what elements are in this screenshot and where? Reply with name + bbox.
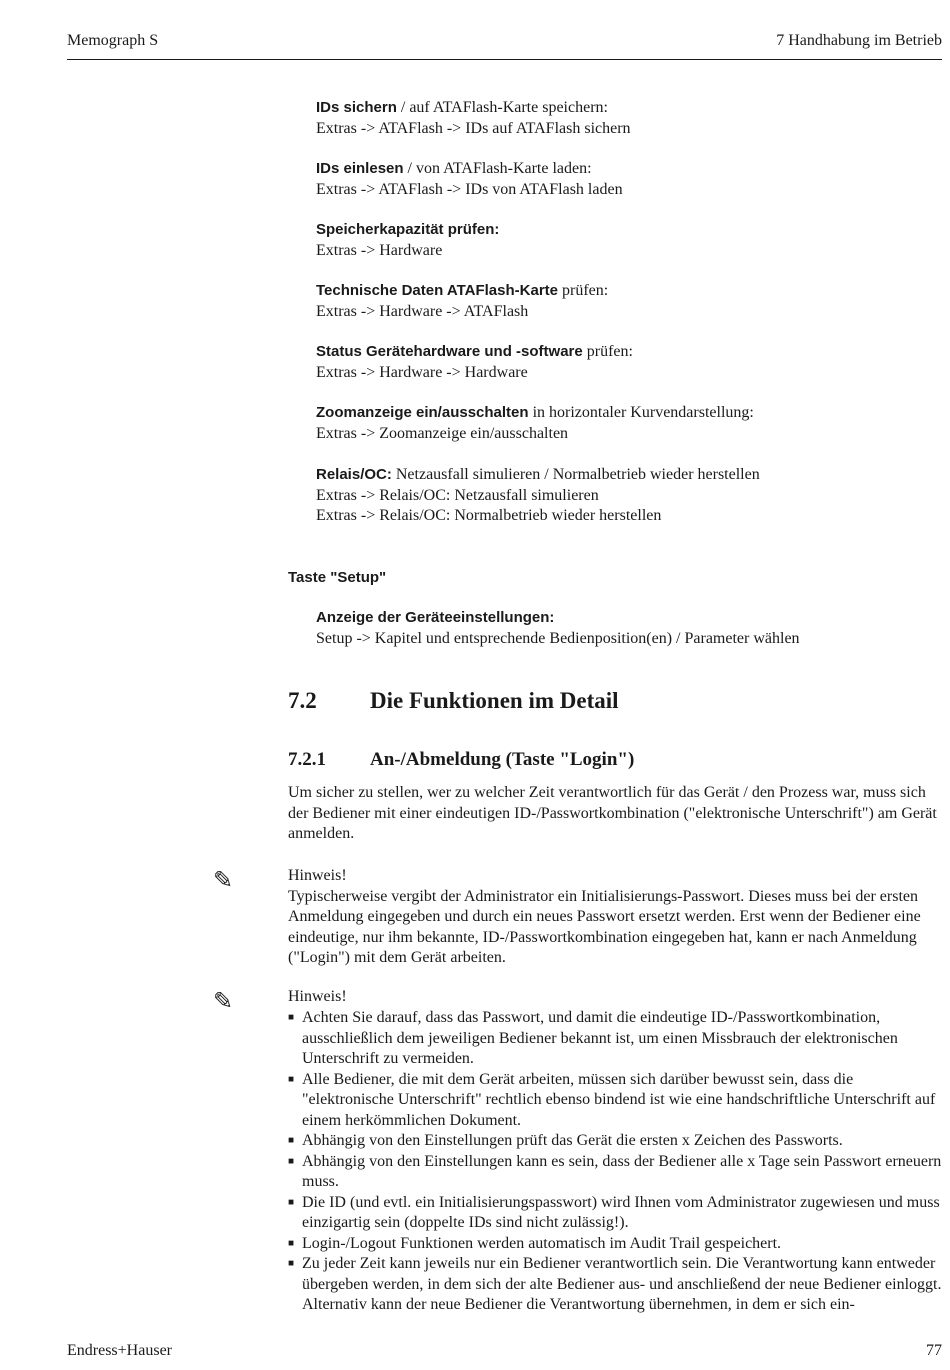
entry-rest: Netzausfall simulieren / Normalbetrieb wieder herstellen — [391, 466, 760, 483]
entry-bold: Anzeige der Geräteeinstellungen: — [316, 609, 555, 626]
list-item: ■ Alle Bediener, die mit dem Gerät arbeiten, müssen sich darüber bewusst sein, dass die "elektronische Unterschrift" rechtlich ebenso bindend ist wie eine handschriftliche Unterschrift auf einem herkömmlichen Dokument. — [288, 1070, 942, 1132]
entry-bold: Zoomanzeige ein/ausschalten — [316, 404, 529, 421]
setup-heading: Taste "Setup" — [288, 569, 387, 586]
entry-rest: / auf ATAFlash-Karte speichern: — [396, 99, 608, 116]
entry-bold: Speicherkapazität prüfen: — [316, 221, 500, 238]
entry-ids-sichern — [316, 98, 631, 139]
header-chapter: 7 Handhabung im Betrieb — [776, 32, 942, 49]
header-title: Memograph S — [67, 32, 159, 49]
entry-rest: / von ATAFlash-Karte laden: — [403, 160, 592, 177]
entry-zoomanzeige — [316, 403, 754, 444]
entry-rest: in horizontaler Kurvendarstellung: — [528, 404, 754, 421]
entry-path: Extras -> Relais/OC: Netzausfall simulieren — [316, 486, 599, 504]
footer-brand: Endress+Hauser — [67, 1342, 172, 1359]
entry-bold: Status Gerätehardware und -software — [316, 343, 583, 360]
entry-bold: Technische Daten ATAFlash-Karte — [316, 282, 558, 299]
entry-bold: IDs einlesen — [316, 160, 404, 177]
subsection-heading — [288, 749, 634, 771]
entry-bold: IDs sichern — [316, 99, 397, 116]
entry-path: Extras -> Hardware — [316, 241, 443, 259]
list-item: ■ Login-/Logout Funktionen werden automatisch im Audit Trail gespeichert. — [288, 1234, 942, 1255]
entry-status-hardware — [316, 342, 633, 383]
entry-rest: prüfen: — [582, 343, 633, 360]
entry-bold: Relais/OC: — [316, 466, 392, 483]
pencil-icon: ✎ — [213, 868, 234, 894]
entry-setup — [316, 608, 800, 649]
entry-path: Extras -> ATAFlash -> IDs von ATAFlash laden — [316, 180, 623, 198]
note-1 — [288, 866, 942, 969]
note-label: Hinweis! — [288, 867, 347, 884]
entry-path: Extras -> Hardware -> Hardware — [316, 363, 528, 381]
subsection-title: An-/Abmeldung (Taste "Login") — [370, 749, 635, 770]
entry-path: Setup -> Kapitel und entsprechende Bedienposition(en) / Parameter wählen — [316, 629, 800, 647]
pencil-icon: ✎ — [213, 989, 234, 1015]
entry-path: Extras -> Zoomanzeige ein/ausschalten — [316, 424, 569, 442]
note-2-label: Hinweis! — [288, 988, 347, 1005]
list-item: ■ Die ID (und evtl. ein Initialisierungspasswort) wird Ihnen vom Administrator zugewiesen und muss einzigartig sein (doppelte IDs sind nicht zulässig!). — [288, 1193, 942, 1234]
section-heading — [288, 688, 619, 714]
list-item: ■ Achten Sie darauf, dass das Passwort, und damit die eindeutige ID-/Passwortkombination, ausschließlich dem jeweiligen Bediener bekannt ist, um einen Missbrauch der elektronischen Unterschrift zu vermeiden. — [288, 1008, 942, 1070]
note-2-list — [288, 1008, 942, 1316]
entry-rest: prüfen: — [558, 282, 609, 299]
entry-path: Extras -> ATAFlash -> IDs auf ATAFlash sichern — [316, 119, 631, 137]
entry-ids-einlesen — [316, 159, 623, 200]
intro-paragraph: Um sicher zu stellen, wer zu welcher Zeit verantwortlich für das Gerät / den Prozess war, muss sich der Bediener mit einer eindeutigen ID-/Passwortkombination ("elektronische Unterschrift") am Gerät anmelden. — [288, 784, 937, 842]
page-number: 77 — [926, 1342, 942, 1359]
list-item: ■ Zu jeder Zeit kann jeweils nur ein Bediener verantwortlich sein. Die Verantwortung kann entweder übergeben werden, in dem sich der alte Bediener aus- und anschließend der neue Bediener einloggt. Alternativ kann der neue Bediener die Verantwortung übernehmen, in dem er sich ein- — [288, 1254, 942, 1316]
section-title: Die Funktionen im Detail — [370, 688, 619, 713]
subsection-number: 7.2.1 — [288, 749, 326, 770]
list-item: ■ Abhängig von den Einstellungen kann es sein, dass der Bediener alle x Tage sein Passwort erneuern muss. — [288, 1152, 942, 1193]
entry-technische-daten — [316, 281, 608, 322]
entry-relais — [316, 465, 760, 527]
entry-path-2: Extras -> Relais/OC: Normalbetrieb wieder herstellen — [316, 507, 662, 524]
entry-speicherkapazitaet — [316, 220, 499, 261]
list-item: ■ Abhängig von den Einstellungen prüft das Gerät die ersten x Zeichen des Passworts. — [288, 1131, 942, 1152]
note-text: Typischerweise vergibt der Administrator ein Initialisierungs-Passwort. Dieses muss bei der ersten Anmeldung eingegeben und durch ein neues Passwort ersetzt werden. Erst wenn der Bediener eine eindeutige, nur ihm bekannte, ID-/Passwortkombination eingegeben hat, kann er nach Anmeldung ("Login") mit dem Gerät arbeiten. — [288, 887, 921, 966]
entry-path: Extras -> Hardware -> ATAFlash — [316, 302, 529, 320]
header-rule — [67, 59, 942, 60]
section-number: 7.2 — [288, 688, 317, 713]
